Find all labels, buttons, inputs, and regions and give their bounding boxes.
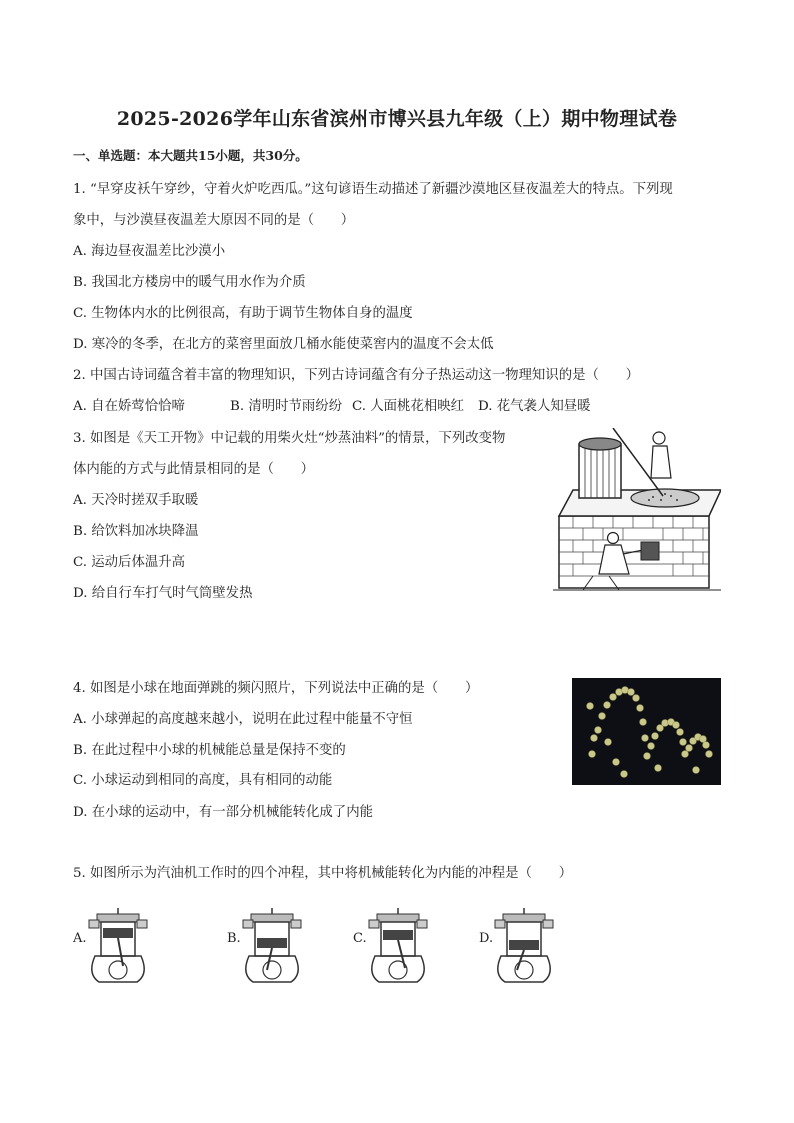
q2-option-b: B. 清明时节雨纷纷 xyxy=(230,399,343,414)
q4-option-d: D. 在小球的运动中，有一部分机械能转化成了内能 xyxy=(73,805,373,820)
oil-stove-illustration xyxy=(553,428,721,598)
q1-option-a: A. 海边昼夜温差比沙漠小 xyxy=(73,244,226,259)
q1-option-d: D. 寒冷的冬季，在北方的菜窖里面放几桶水能使菜窖内的温度不会太低 xyxy=(73,337,494,352)
q5-label-c: C. xyxy=(353,931,367,946)
q2-option-a: A. 自在娇莺恰恰啼 xyxy=(73,399,185,414)
q2-option-d: D. 花气袭人知昼暖 xyxy=(478,399,591,414)
engine-stroke-d xyxy=(493,908,555,986)
q4-stem: 4. 如图是小球在地面弹跳的频闪照片，下列说法中正确的是（ ） xyxy=(73,681,479,696)
q5-label-a: A. xyxy=(73,931,87,946)
q4-option-b: B. 在此过程中小球的机械能总量是保持不变的 xyxy=(73,743,346,758)
bouncing-ball-photo xyxy=(572,678,721,785)
q2-options-row xyxy=(73,395,591,414)
q2-option-c: C. 人面桃花相映红 xyxy=(352,399,465,414)
q3-stem-line2: 体内能的方式与此情景相同的是（ ） xyxy=(73,462,315,477)
q3-option-a: A. 天冷时搓双手取暖 xyxy=(73,493,199,508)
q5-stem: 5. 如图所示为汽油机工作时的四个冲程，其中将机械能转化为内能的冲程是（ ） xyxy=(73,866,573,881)
q5-label-b: B. xyxy=(227,931,241,946)
q3-stem-line1: 3. 如图是《天工开物》中记载的用柴火灶“炒蒸油料”的情景，下列改变物 xyxy=(73,431,506,446)
paper-title: 2025-2026学年山东省滨州市博兴县九年级（上）期中物理试卷 xyxy=(116,108,678,130)
q3-option-b: B. 给饮料加冰块降温 xyxy=(73,524,199,539)
section-heading: 一、单选题：本大题共15小题，共30分。 xyxy=(73,148,308,163)
engine-stroke-b xyxy=(241,908,303,986)
q2-stem: 2. 中国古诗词蕴含着丰富的物理知识，下列古诗词蕴含有分子热运动这一物理知识的是（ ） xyxy=(73,368,640,383)
q3-option-d: D. 给自行车打气时气筒壁发热 xyxy=(73,586,253,601)
q1-stem-line2: 象中，与沙漠昼夜温差大原因不同的是（ ） xyxy=(73,213,355,228)
q4-option-a: A. 小球弹起的高度越来越小，说明在此过程中能量不守恒 xyxy=(73,712,413,727)
engine-stroke-c xyxy=(367,908,429,986)
engine-stroke-a xyxy=(87,908,149,986)
q4-option-c: C. 小球运动到相同的高度，具有相同的动能 xyxy=(73,773,333,788)
q3-option-c: C. 运动后体温升高 xyxy=(73,555,186,570)
q5-label-d: D. xyxy=(479,931,494,946)
q1-option-c: C. 生物体内水的比例很高，有助于调节生物体自身的温度 xyxy=(73,306,413,321)
q1-option-b: B. 我国北方楼房中的暖气用水作为介质 xyxy=(73,275,306,290)
q1-stem-line1: 1. “早穿皮袄午穿纱，守着火炉吃西瓜。”这句谚语生动描述了新疆沙漠地区昼夜温差大的特点。下列现 xyxy=(73,182,673,197)
